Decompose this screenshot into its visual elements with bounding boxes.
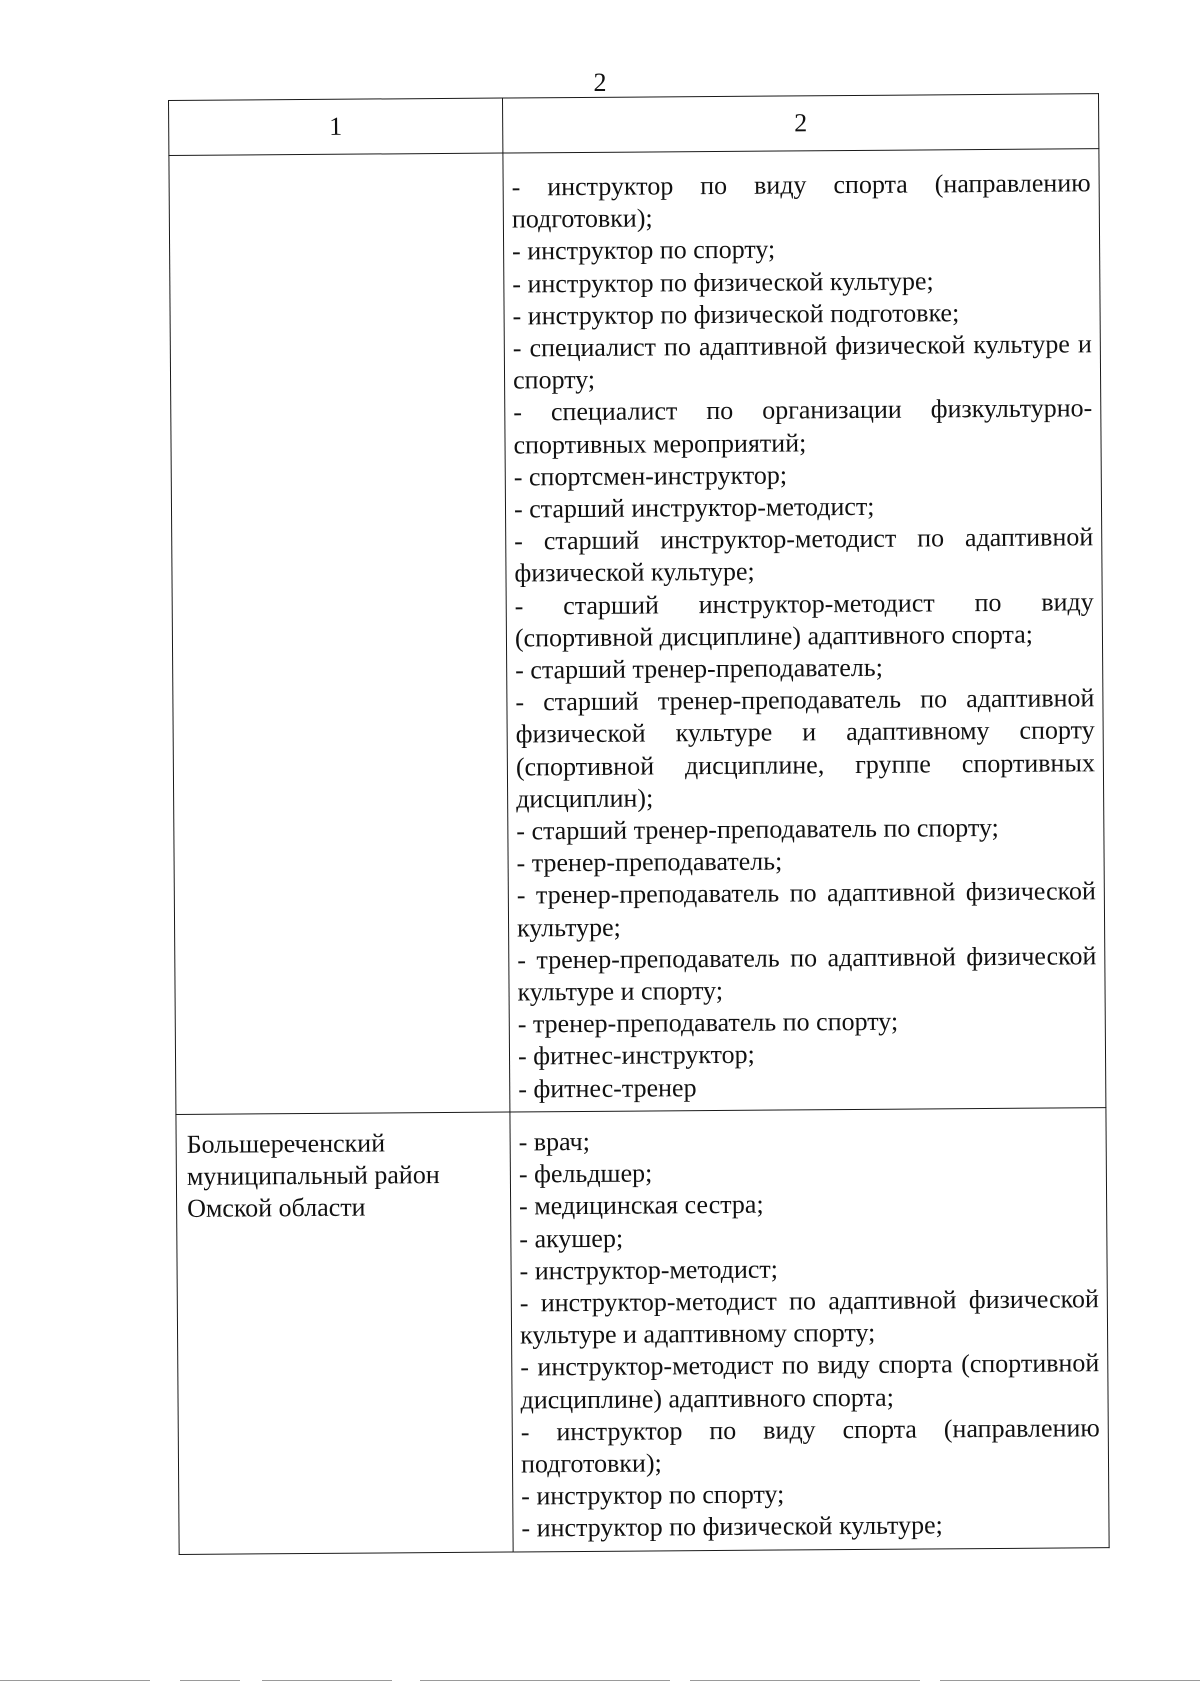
list-item: - инструктор по виду спорта (направлению подготовки); <box>520 1412 1100 1479</box>
list-item: - спортсмен-инструктор; <box>513 460 788 492</box>
list-item: - фельдшер; <box>518 1158 653 1189</box>
list-item: - старший инструктор-методист по адаптивной физической культуре; <box>514 522 1094 588</box>
list-item: - фитнес-тренер <box>518 1072 697 1104</box>
list-item: - старший инструктор-методист по виду (спортивной дисциплине) адаптивного спорта; <box>514 586 1094 653</box>
list-item: - старший тренер-преподаватель по адаптивной физической культуре и адаптивному спорту (спортивной дисциплине, группе спортивных дисциплин); <box>515 683 1095 814</box>
positions-table <box>168 93 1110 1554</box>
list-item: - старший тренер-преподаватель; <box>515 652 884 685</box>
list-item: - инструктор-методист; <box>519 1254 779 1286</box>
list-item: - тренер-преподаватель по спорту; <box>517 1006 899 1039</box>
list-item: - тренер-преподаватель по адаптивной физической культуре; <box>516 876 1096 943</box>
list-item: - акушер; <box>519 1223 624 1253</box>
list-item: - специалист по организации физкультурно-спортивных мероприятий; <box>513 393 1093 460</box>
list-item: - тренер-преподаватель по адаптивной физической культуре и спорту; <box>517 941 1097 1007</box>
list-item: - инструктор по физической подготовке; <box>512 298 960 331</box>
list-item: - инструктор по физической культуре; <box>521 1510 943 1543</box>
scan-artifact-line <box>262 1680 392 1681</box>
list-item: - инструктор по виду спорта (направлению подготовки); <box>511 168 1091 234</box>
region-cell: Большереченский муниципальный район Омской области <box>176 1112 513 1554</box>
table-header-row <box>169 94 1099 156</box>
region-cell <box>169 153 510 1114</box>
list-item: - старший тренер-преподаватель по спорту; <box>516 812 999 846</box>
scan-artifact-line <box>420 1680 670 1681</box>
scan-artifact-line <box>180 1680 240 1681</box>
list-item: - тренер-преподаватель; <box>516 846 783 878</box>
list-item: - инструктор по спорту; <box>512 234 776 266</box>
list-item: - фитнес-инструктор; <box>517 1040 755 1071</box>
positions-list-cell <box>510 1108 1109 1552</box>
list-item: - инструктор-методист по адаптивной физической культуре и адаптивному спорту; <box>519 1284 1099 1350</box>
page-number: 2 <box>593 68 607 97</box>
list-item: - инструктор по физической культуре; <box>512 266 934 299</box>
list-item: - медицинская сестра; <box>519 1189 764 1221</box>
scan-artifact-line <box>0 1680 150 1681</box>
list-item: - врач; <box>518 1126 590 1157</box>
positions-list-cell <box>503 149 1106 1112</box>
scan-artifact-line <box>690 1680 920 1681</box>
list-item: - специалист по адаптивной физической культуре и спорту; <box>512 329 1092 395</box>
column-header-2: 2 <box>502 94 1098 153</box>
column-header-1: 1 <box>169 98 503 155</box>
table-row <box>176 1108 1109 1554</box>
scan-artifact-line <box>940 1680 1200 1681</box>
list-item: - старший инструктор-методист; <box>513 491 875 524</box>
list-item: - инструктор по спорту; <box>521 1479 785 1511</box>
table-row <box>169 149 1106 1115</box>
list-item: - инструктор-методист по виду спорта (спортивной дисциплине) адаптивного спорта; <box>520 1348 1100 1414</box>
